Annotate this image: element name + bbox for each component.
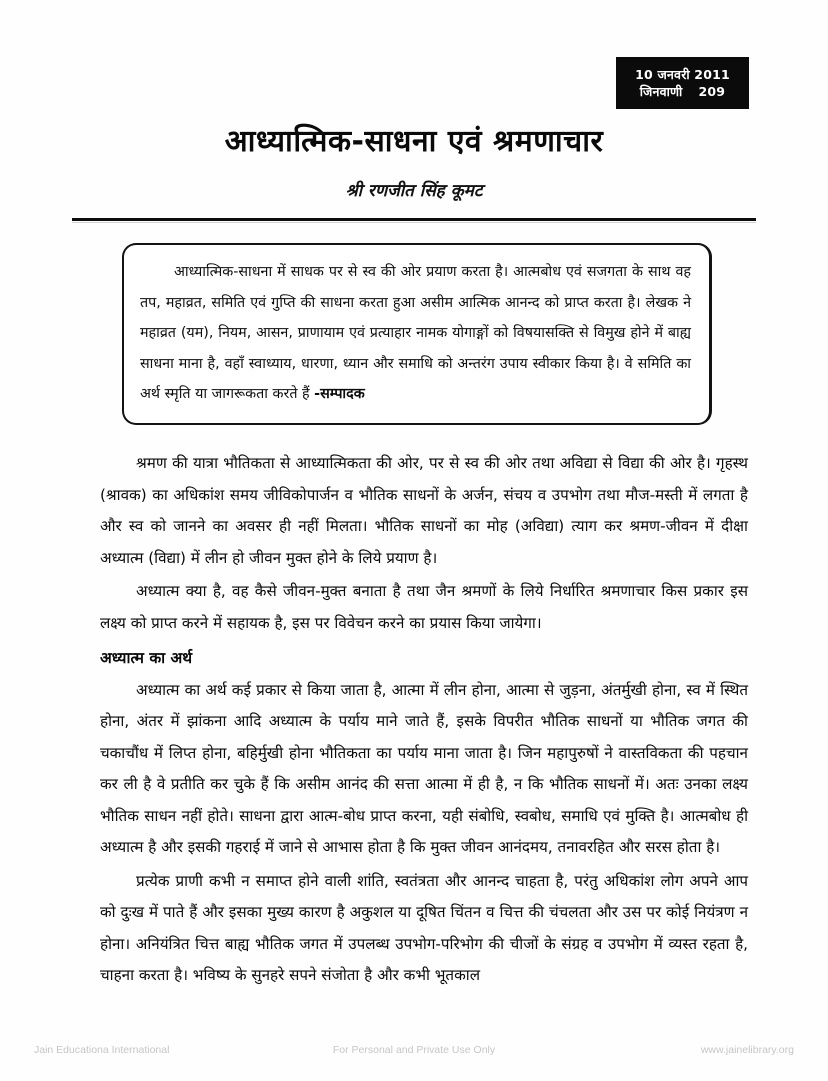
page-title: आध्यात्मिक-साधना एवं श्रमणाचार bbox=[224, 124, 604, 159]
editor-note-body: आध्यात्मिक-साधना में साधक पर से स्व की ओर प्रयाण करता है। आत्मबोध एवं सजगता के साथ वह तप, महाव्रत, समिति एवं गुप्ति की साधना करता हुआ असीम आत्मिक आनन्द को प्राप्त करता है। लेखक ने महाव्रत (यम), नियम, आसन, प्राणायाम एवं प्रत्याहार नामक योगाङ्गों को विषयासक्ति से विमुख होने में बाह्य साधना माना है, वहाँ स्वाध्याय, धारणा, ध्यान और समाधि को अन्तरंग उपाय स्वीकार किया है। वे समिति का अर्थ स्मृति या जागरूकता करते हैं bbox=[140, 264, 691, 402]
editor-note-text bbox=[140, 257, 691, 410]
issue-date: 10 जनवरी 2011 bbox=[635, 66, 730, 82]
page-footer bbox=[0, 1040, 828, 1060]
paragraph: अध्यात्म का अर्थ कई प्रकार से किया जाता है, आत्मा में लीन होना, आत्मा से जुड़ना, अंतर्मुखी होना, स्व में स्थित होना, अंतर में झांकना आदि अध्यात्म के पर्याय माने जाते हैं, इसके विपरीत भौतिक साधनों या भौतिक जगत की चकाचौंध में लिप्त होना, बहिर्मुखी होना भौतिकता का पर्याय माना जाता है। जिन महापुरुषों ने वास्तविकता की पहचान कर ली है वे प्रतीति कर चुके हैं कि असीम आनंद की सत्ता आत्मा में ही है, न कि भौतिक साधनों में। अतः उनका लक्ष्य भौतिक साधन नहीं होते। साधना द्वारा आत्म-बोध प्राप्त करना, यही संबोधि, स्वबोध, समाधि एवं मुक्ति है। आत्मबोध ही अध्यात्म है और इसकी गहराई में जाने से आभास होता है कि मुक्त जीवन आनंदमय, तनावरहित और सरस होता है। bbox=[100, 680, 748, 856]
footer-usage-notice: For Personal and Private Use Only bbox=[332, 1044, 496, 1056]
footer-organization: Jain Educationa International bbox=[34, 1044, 170, 1056]
article-body bbox=[100, 448, 748, 994]
section-heading: अध्यात्म का अर्थ bbox=[100, 649, 193, 667]
issue-journal-line bbox=[640, 83, 725, 101]
paragraph: प्रत्येक प्राणी कभी न समाप्त होने वाली शांति, स्वतंत्रता और आनन्द चाहता है, परंतु अधिकांश लोग अपने आप को दुःख में पाते हैं और इसका मुख्य कारण है अकुशल या दूषित चिंतन व चित्त की चंचलता और उस पर कोई नियंत्रण न होना। अनियंत्रित चित्त बाह्य भौतिक जगत में उपलब्ध उपभोग-परिभोग की चीजों के संग्रह व उपभोग में व्यस्त रहता है, चाहना करता है। भविष्य के सुनहरे सपने संजोता है और कभी भूतकाल bbox=[100, 871, 749, 984]
paragraph: श्रमण की यात्रा भौतिकता से आध्यात्मिकता की ओर, पर से स्व की ओर तथा अविद्या से विद्या की ओर है। गृहस्थ (श्रावक) का अधिकांश समय जीविकोपार्जन व भौतिक साधनों के अर्जन, संचय व उपभोग तथा मौज-मस्ती में लगता है और स्व को जानने का अवसर ही नहीं मिलता। भौतिक साधनों का मोह (अविद्या) त्याग कर श्रमण-जीवन में दीक्षा अध्यात्म (विद्या) में लीन हो जीवन मुक्त होने के लिये प्रयाण है। bbox=[100, 454, 748, 567]
issue-badge bbox=[617, 58, 748, 108]
article-author: श्री रणजीत सिंह कूमट bbox=[345, 181, 483, 201]
paragraph: अध्यात्म क्या है, वह कैसे जीवन-मुक्त बनाता है तथा जैन श्रमणों के लिये निर्धारित श्रमणाचार किस प्रकार इस लक्ष्य को प्राप्त करने में सहायक है, इस पर विवेचन करने का प्रयास किया जायेगा। bbox=[100, 582, 748, 632]
editor-signature: -सम्पादक bbox=[314, 386, 365, 402]
journal-name: जिनवाणी bbox=[639, 83, 683, 99]
footer-website: www.jainelibrary.org bbox=[700, 1044, 794, 1056]
page-number: 209 bbox=[698, 83, 726, 99]
title-divider bbox=[72, 218, 756, 221]
editor-note-box bbox=[122, 243, 712, 425]
